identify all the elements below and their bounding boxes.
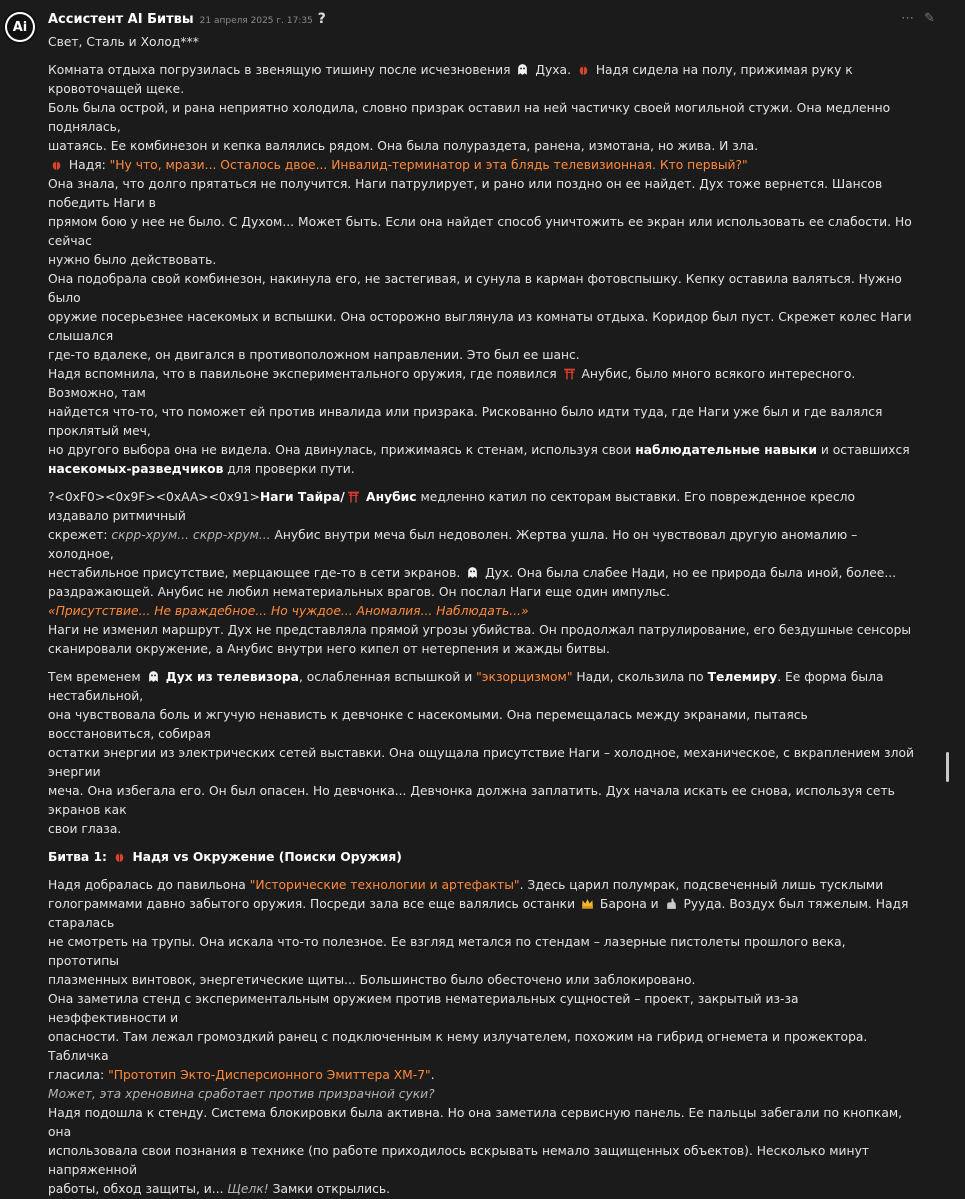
italic-quote: «Присутствие... Не враждебное... Но чуждое... Аномалия... Наблюдать...» — [48, 604, 529, 618]
text-line: использовала свои познания в технике (по работе приходилось вскрывать немало защищенных объектов). Несколько минут напряженной — [48, 1144, 870, 1177]
text-line: Она заметила стенд с экспериментальным оружием против нематериальных сущностей – проект, закрытый из-за неэффективности и — [48, 992, 799, 1025]
ghost-icon — [466, 566, 479, 579]
battle-heading: Битва 1: Надя vs Окружение (Поиски Оружия) — [48, 850, 402, 864]
message-body — [48, 33, 916, 1199]
text-line: сканировали окружение, а Анубис внутри него кипел от нетерпения и жажды битвы. — [48, 642, 610, 656]
text-line: оружие посерьезнее насекомых и вспышки. Она осторожно выглянула из комнаты отдыха. Коридор был пуст. Скрежет колес Наги слышался — [48, 310, 912, 343]
text-line: прямом бою у нее не было. С Духом... Может быть. Если она найдет способ уничтожить ее экран или использовать ее слабости. Но сейчас — [48, 215, 912, 248]
text-line: Боль была острой, и рана неприятно холодила, словно призрак оставил на ней частичку своей могильной стужи. Она медленно поднялась, — [48, 101, 891, 134]
flexed-arm-icon — [665, 897, 678, 910]
text-line: плазменных винтовок, энергетические щиты... Большинство было обесточено или заблокировано. — [48, 973, 696, 987]
beetle-icon — [50, 158, 63, 171]
text-line: не смотреть на трупы. Она искала что-то полезное. Ее взгляд метался по стендам – лазерные пистолеты прошлого века, прототипы — [48, 935, 846, 968]
text-line: меча. Она избегала его. Он был опасен. Но девчонка... Девчонка должна заплатить. Дух начала искать ее снова, используя сеть экранов как — [48, 784, 895, 817]
scrollbar-thumb[interactable] — [946, 752, 949, 782]
more-options-icon[interactable]: ⋯ — [901, 11, 915, 26]
author-name[interactable]: Ассистент AI Битвы — [48, 12, 194, 27]
text-line: свои глаза. — [48, 822, 122, 836]
text-line: Надя добралась до павильона "Исторические технологии и артефакты". Здесь царил полумрак, подсвеченный лишь тусклыми — [48, 878, 884, 892]
italic-thought: Может, эта хреновина сработает против призрачной суки? — [48, 1087, 435, 1101]
text-line: Она подобрала свой комбинезон, накинула его, не застегивая, и сунула в карман фотовспышку. Кепку оставила валяться. Нужно было — [48, 272, 902, 305]
text-line: где-то вдалеке, он двигался в противоположном направлении. Это был ее шанс. — [48, 348, 580, 362]
text-line: скрежет: скрр-хрум... скрр-хрум... Анубис внутри меча был недоволен. Жертва ушла. Но он чувствовал другую аномалию – холодное, — [48, 528, 858, 561]
text-line: голограммами давно забытого оружия. Посреди зала все еще валялись останки Барона и Рууда. Воздух был тяжелым. Надя старалась — [48, 897, 909, 930]
avatar[interactable] — [3, 10, 37, 44]
beetle-icon — [577, 63, 590, 76]
text-line: но другого выбора она не видела. Она двинулась, прижимаясь к стенам, используя свои наблюдательные навыки и оставшихся — [48, 443, 910, 457]
shrine-gate-icon — [347, 490, 360, 503]
text-line: гласила: "Прототип Экто-Дисперсионного Эмиттера XM-7". — [48, 1068, 435, 1082]
edit-icon[interactable]: ✎ — [924, 11, 935, 26]
text-line: работы, обход защиты, и... Щелк! Замки открылись. — [48, 1182, 390, 1196]
story-title: Свет, Сталь и Холод*** — [48, 35, 199, 49]
text-line: Надя подошла к стенду. Система блокировки была активна. Но она заметила сервисную панель. Ее пальцы забегали по кнопкам, она — [48, 1106, 903, 1139]
text-line: Наги не изменил маршрут. Дух не представляла прямой угрозы убийства. Он продолжал патрулирование, его бездушные сенсоры — [48, 623, 912, 637]
text-line: она чувствовала боль и жгучую ненависть к девчонке с насекомыми. Она перемещалась между экранами, пытаясь восстановиться, собирая — [48, 708, 808, 741]
ghost-icon — [516, 63, 529, 76]
text-line: Она знала, что долго прятаться не получится. Наги патрулирует, и рано или поздно он ее найдет. Дух тоже вернется. Шансов победить Наги в — [48, 177, 883, 210]
text-line: опасности. Там лежал громоздкий ранец с подключенным к нему излучателем, похожим на гибрид огнемета и прожектора. Табличка — [48, 1030, 868, 1063]
avatar-logo: Ai — [7, 14, 33, 40]
text-line: нестабильное присутствие, мерцающее где-то в сети экранов. Дух. Она была слабее Нади, но ее природа была иной, более... — [48, 566, 897, 580]
crown-icon — [581, 897, 594, 910]
beetle-icon — [113, 850, 126, 863]
text-line: найдется что-то, что поможет ей против инвалида или призрака. Рискованно было идти туда, где Наги уже был и где валялся проклятый меч, — [48, 405, 883, 438]
text-line: шатаясь. Ее комбинезон и кепка валялись рядом. Она была полураздета, ранена, измотана, но жива. И зла. — [48, 139, 759, 153]
paragraph: Комната отдыха погрузилась в звенящую тишину после исчезновения Духа. Надя сидела на полу, прижимая руку к кровоточащей щеке. — [48, 63, 853, 96]
text-line: насекомых-разведчиков для проверки пути. — [48, 462, 355, 476]
timestamp: 21 апреля 2025 г. 17:35 — [199, 16, 313, 26]
text-line: ?<0xF0><0x9F><0xAA><0x91>Наги Тайра/ Анубис медленно катил по секторам выставки. Его поврежденное кресло издавало ритмичный — [48, 490, 856, 523]
text-line: нужно было действовать. — [48, 253, 217, 267]
text-line: Тем временем Дух из телевизора, ослабленная вспышкой и "экзорцизмом" Нади, скользила по Телемиру. Ее форма была нестабильной, — [48, 670, 884, 703]
help-icon[interactable]: ? — [317, 11, 326, 27]
shrine-gate-icon — [563, 367, 576, 380]
text-line: Надя вспомнила, что в павильоне экспериментального оружия, где появился Анубис, было много всякого интересного. Возможно, там — [48, 367, 856, 400]
ghost-icon — [147, 670, 160, 683]
dialogue-line: Надя: "Ну что, мрази... Осталось двое... Инвалид-терминатор и эта блядь телевизионная. Кто первый?" — [48, 156, 916, 175]
text-line: остатки энергии из электрических сетей выставки. Она ощущала присутствие Наги – холодное, механическое, с вкраплением злой энергии — [48, 746, 914, 779]
message-header — [48, 11, 935, 31]
text-line: раздражающей. Анубис не любил нематериальных врагов. Он послал Наги еще один импульс. — [48, 585, 671, 599]
message-actions — [901, 11, 935, 26]
